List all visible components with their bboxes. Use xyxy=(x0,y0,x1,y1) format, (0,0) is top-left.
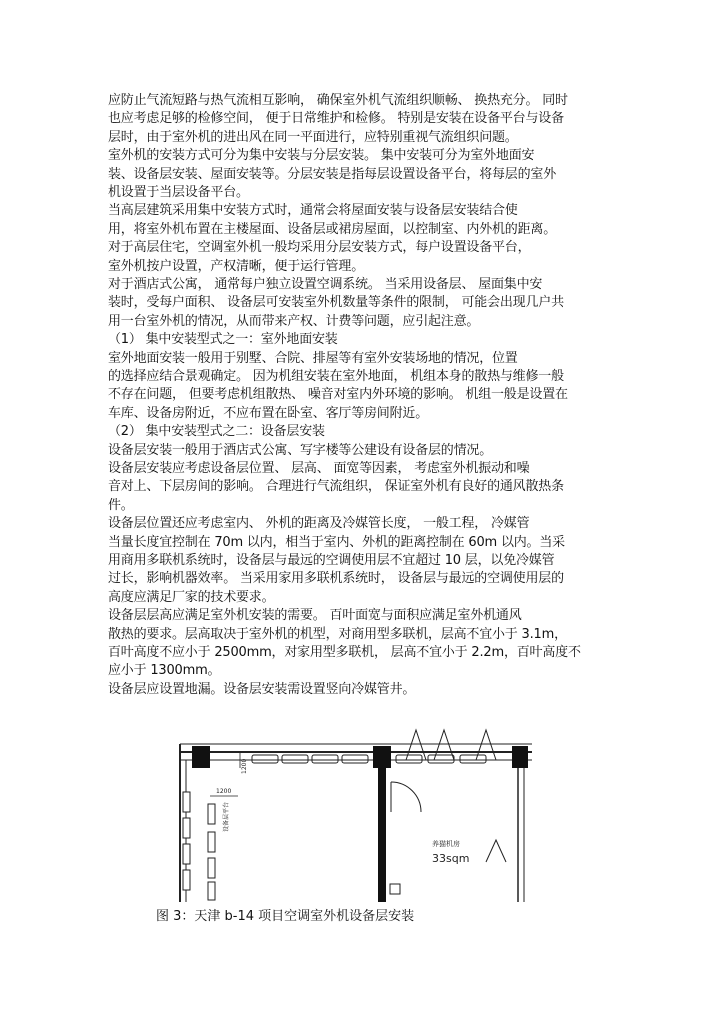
text-line: 应小于 1300mm。 xyxy=(108,663,221,679)
text-line: 室外机按户设置，产权清晰，便于运行管理。 xyxy=(108,258,365,274)
text-line: 用，将室外机布置在主楼屋面、设备层或裙房屋面，以控制室、内外机的距离。 xyxy=(108,221,557,237)
text-line: 也应考虑足够的检修空间， 便于日常维护和检修。 特别是安装在设备平台与设备 xyxy=(108,111,564,127)
text-line: 件。 xyxy=(108,497,134,513)
column-right xyxy=(512,746,528,768)
text-line: 装、设备层安装、屋面安装等。分层安装是指每层设置设备平台，将每层的室外 xyxy=(108,166,557,182)
text-line: 过长，影响机器效率。 当采用家用多联机系统时， 设备层与最远的空调使用层的 xyxy=(108,571,564,587)
text-line: 散热的要求。层高取决于室外机的机型，对商用型多联机，层高不宜小于 3.1m， xyxy=(108,626,567,642)
text-line: 设备层安装应考虑设备层位置、 层高、 面宽等因素， 考虑室外机振动和噪 xyxy=(108,461,530,476)
text-line: 对于高层住宅，空调室外机一般均采用分层安装方式，每户设置设备平台， xyxy=(108,240,531,256)
text-line: 设备层层高应满足室外机安装的需要。 百叶面宽与面积应满足室外机通风 xyxy=(108,608,522,624)
dim-1200-vertical: 1200 xyxy=(241,758,248,774)
text-line: 应防止气流短路与热气流相互影响， 确保室外机气流组织顺畅、 换热充分。 同时 xyxy=(108,93,568,108)
text-line: 的选择应结合景观确定。 因为机组安装在室外地面， 机组本身的散热与维修一般 xyxy=(108,369,564,384)
room-area: 33sqm xyxy=(432,852,470,865)
floor-plan-figure xyxy=(176,722,538,902)
text-line: 层时，由于室外机的进出风在同一平面进行，应特别重视气流组织问题。 xyxy=(108,129,518,145)
figure-caption: 图 3：天津 b-14 项目空调室外机设备层安装 xyxy=(156,909,415,924)
text-line: 室外机的安装方式可分为集中安装与分层安装。 集中安装可分为室外地面安 xyxy=(108,148,535,164)
text-line: 设备层应设置地漏。设备层安装需设置竖向冷媒管井。 xyxy=(108,681,416,697)
text-line: 当量长度宜控制在 70m 以内，相当于室内、外机的距离控制在 60m 以内。当采 xyxy=(108,534,565,550)
column-left xyxy=(192,746,210,768)
text-line: 用商用多联机系统时，设备层与最远的空调使用层不宜超过 10 层，以免冷媒管 xyxy=(108,553,555,568)
partition-wall xyxy=(378,768,386,902)
text-line: 装时，受每户面积、 设备层可安装室外机数量等条件的限制， 可能会出现几户共 xyxy=(108,295,564,311)
column-center xyxy=(373,746,391,768)
dim-label: 设备层平台 xyxy=(223,801,230,832)
text-line: 设备层位置还应考虑室内、 外机的距离及冷媒管长度， 一般工程， 冷媒管 xyxy=(108,516,530,532)
text-line: 对于酒店式公寓， 通常每户独立设置空调系统。 当采用设备层、 屋面集中安 xyxy=(108,277,543,292)
text-line: 机设置于当层设备平台。 xyxy=(108,185,249,200)
dim-1200-horizontal: 1200 xyxy=(216,788,232,795)
room-name: 养猫机房 xyxy=(432,840,460,848)
text-line: （1） 集中安装型式之一：室外地面安装 xyxy=(108,332,338,348)
text-line: 不存在问题， 但要考虑机组散热、 噪音对室内外环境的影响。 机组一般是设置在 xyxy=(108,387,568,403)
text-line: 室外地面安装一般用于别墅、合院、排屋等有室外安装场地的情况，位置 xyxy=(108,350,518,366)
text-line: 设备层安装一般用于酒店式公寓、写字楼等公建设有设备层的情况。 xyxy=(108,442,493,458)
text-line: 当高层建筑采用集中安装方式时，通常会将屋面安装与设备层安装结合使 xyxy=(108,203,518,219)
text-line: 百叶高度不应小于 2500mm，对家用型多联机， 层高不宜小于 2.2m，百叶高度不 xyxy=(108,645,581,660)
text-line: 车库、设备房附近，不应布置在卧室、客厅等房间附近。 xyxy=(108,405,429,421)
outdoor-units-left-2 xyxy=(208,804,215,900)
text-line: （2） 集中安装型式之二：设备层安装 xyxy=(108,424,325,440)
text-line: 高度应满足厂家的技术要求。 xyxy=(108,589,275,605)
outdoor-units-top xyxy=(252,755,486,763)
text-line: 音对上、下层房间的影响。 合理进行气流组织， 保证室外机有良好的通风散热条 xyxy=(108,479,564,495)
text-line: 用一台室外机的情况，从而带来产权、计费等问题，应引起注意。 xyxy=(108,313,480,329)
